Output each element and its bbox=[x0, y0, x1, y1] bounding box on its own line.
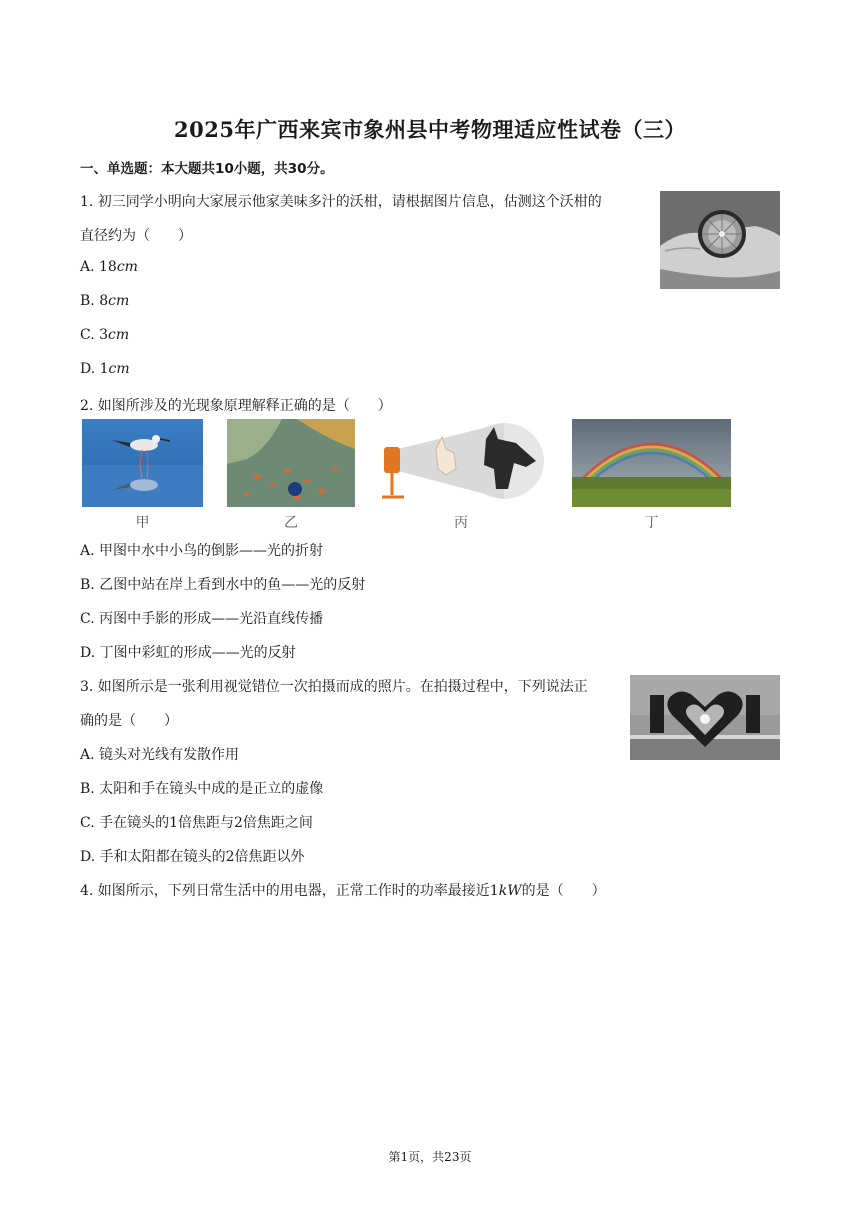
q2-option-d: D. 丁图中彩虹的形成——光的反射 bbox=[80, 645, 296, 661]
q1-stem-line1: 1. 初三同学小明向大家展示他家美味多汁的沃柑，请根据图片信息，估测这个沃柑的 bbox=[80, 194, 602, 210]
q3-stem-line2: 确的是（ ） bbox=[80, 713, 178, 729]
q3-stem-line1: 3. 如图所示是一张利用视觉错位一次拍摄而成的照片。在拍摄过程中，下列说法正 bbox=[80, 679, 588, 695]
section-heading: 一、单选题：本大题共10小题，共30分。 bbox=[80, 161, 334, 177]
q2-option-c: C. 丙图中手影的形成——光沿直线传播 bbox=[80, 611, 324, 627]
q1-option-d: D. 1cm bbox=[80, 361, 130, 377]
fish-pond-image bbox=[227, 419, 355, 507]
q1-option-c: C. 3cm bbox=[80, 327, 130, 343]
bird-reflection-image bbox=[82, 419, 203, 507]
q2-option-b: B. 乙图中站在岸上看到水中的鱼——光的反射 bbox=[80, 577, 366, 593]
rainbow-field-image bbox=[572, 419, 731, 507]
q2-option-a: A. 甲图中水中小鸟的倒影——光的折射 bbox=[80, 543, 324, 559]
q3-option-c: C. 手在镜头的1倍焦距与2倍焦距之间 bbox=[80, 815, 313, 831]
q1-option-b: B. 8cm bbox=[80, 293, 130, 309]
caption-jia: 甲 bbox=[135, 515, 150, 531]
q4-stem: 4. 如图所示，下列日常生活中的用电器，正常工作时的功率最接近1kW的是（ ） bbox=[80, 883, 606, 899]
q3-option-d: D. 手和太阳都在镜头的2倍焦距以外 bbox=[80, 849, 305, 865]
page-footer: 第1页，共23页 bbox=[388, 1150, 472, 1164]
caption-ding: 丁 bbox=[644, 515, 659, 531]
q1-option-a: A. 18cm bbox=[80, 259, 138, 275]
caption-yi: 乙 bbox=[284, 515, 298, 531]
heart-hands-sun-image bbox=[630, 675, 780, 760]
page-title: 2025年广西来宾市象州县中考物理适应性试卷（三） bbox=[174, 117, 686, 142]
caption-bing: 丙 bbox=[454, 515, 468, 531]
q1-stem-line2: 直径约为（ ） bbox=[80, 228, 192, 244]
q3-option-b: B. 太阳和手在镜头中成的是正立的虚像 bbox=[80, 781, 324, 797]
q3-option-a: A. 镜头对光线有发散作用 bbox=[80, 747, 240, 763]
hand-shadow-image bbox=[376, 419, 546, 507]
orange-in-hand-image bbox=[660, 191, 780, 289]
q2-stem: 2. 如图所涉及的光现象原理解释正确的是（ ） bbox=[80, 398, 392, 414]
